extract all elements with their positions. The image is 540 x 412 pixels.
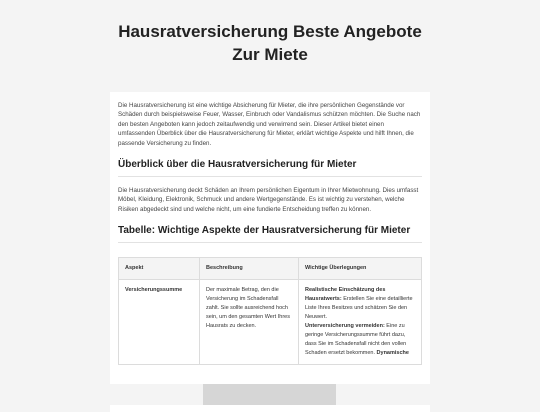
section-heading-table: Tabelle: Wichtige Aspekte der Hausratversicherung für Mieter bbox=[118, 225, 411, 237]
horizontal-scrollbar-thumb[interactable] bbox=[203, 384, 336, 405]
consideration-2-text: Eine zu geringe Versicherungssumme führt dazu, dass Sie im Schadensfall nicht den vollen Schaden ersetzt bekommen. bbox=[305, 323, 407, 357]
consideration-3-title: Dynamische bbox=[376, 350, 409, 357]
table-header-ueberlegungen: Wichtige Überlegungen bbox=[299, 258, 422, 280]
aspects-table bbox=[118, 257, 422, 365]
table-cell-aspect: Versicherungssumme bbox=[119, 280, 200, 365]
article-card bbox=[110, 92, 430, 412]
overview-paragraph: Die Hausratversicherung deckt Schäden an Ihrem persönlichen Eigentum in Ihrer Mietwohnung. Dies umfasst Möbel, Kleidung, Elektronik, Schmuck und andere Wertgegenstände. Es ist wichtig zu verstehen, welche Risiken abgedeckt sind und welche nicht, um eine fundierte Entscheidung treffen zu können. bbox=[118, 187, 419, 213]
table-header-beschreibung: Beschreibung bbox=[200, 258, 299, 280]
heading-divider bbox=[118, 242, 422, 243]
page-title bbox=[110, 20, 430, 66]
consideration-1-text: Erstellen Sie eine detaillierte Liste Ihres Besitzes und schätzen Sie den Neuwert. bbox=[305, 296, 413, 321]
page-title-line1: Hausratversicherung Beste Angebote bbox=[118, 22, 422, 41]
table-header-aspekt: Aspekt bbox=[119, 258, 200, 280]
table-header-row bbox=[119, 258, 422, 280]
consideration-1-title: Realistische Einschätzung des Hausratwerts: bbox=[305, 287, 386, 303]
heading-divider bbox=[118, 176, 422, 177]
table-cell-description: Der maximale Betrag, den die Versicherung im Schadensfall zahlt. Sie sollte ausreichend hoch sein, um den gesamten Wert Ihres Hausrats zu decken. bbox=[200, 280, 299, 365]
table-row bbox=[119, 280, 422, 365]
consideration-2-title: Unterversicherung vermeiden: bbox=[305, 323, 385, 330]
page-title-line2: Zur Miete bbox=[232, 45, 308, 64]
table-cell-considerations bbox=[299, 280, 422, 365]
intro-paragraph: Die Hausratversicherung ist eine wichtige Absicherung für Mieter, die ihre persönlichen Gegenstände vor Schäden durch beispielsweise Feuer, Wasser, Einbruch oder Vandalismus schützen möchten. Die Suche nach den besten Angeboten kann jedoch zeitaufwendig und verwirrend sein. Dieser Artikel bietet einen umfassenden Überblick über die Hausratversicherung für Mieter, erklärt wichtige Aspekte und hilft Ihnen, die passende Versicherung zu finden. bbox=[118, 102, 421, 147]
section-heading-overview: Überblick über die Hausratversicherung für Mieter bbox=[118, 159, 357, 171]
